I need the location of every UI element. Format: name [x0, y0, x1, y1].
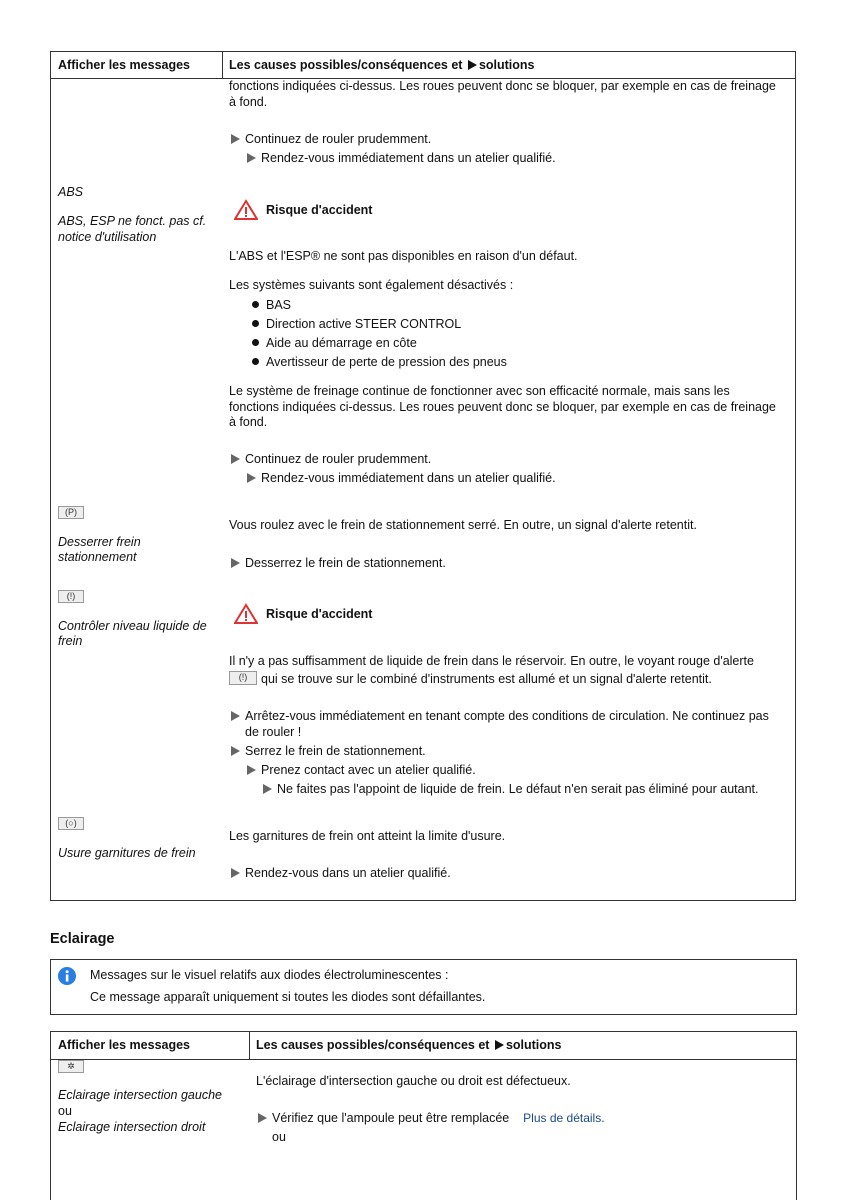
- arrow-icon: [231, 134, 240, 144]
- text: Les garnitures de frein ont atteint la limite d'usure.: [229, 829, 506, 843]
- bullet: [252, 301, 259, 308]
- section-title: Eclairage: [50, 931, 115, 947]
- step: [272, 1111, 605, 1126]
- bullet: [252, 320, 259, 327]
- arrow-icon: [263, 784, 272, 794]
- risk-title: Risque d'accident: [266, 607, 373, 621]
- list-item: Avertisseur de perte de pression des pneus: [266, 355, 507, 369]
- text: fonctions indiquées ci-dessus. Les roues peuvent donc se bloquer, par exemple en cas de freinage: [229, 79, 776, 93]
- header-display-messages: Afficher les messages: [58, 1038, 191, 1052]
- list-item: BAS: [266, 298, 292, 312]
- header-causes-text: Les causes possibles/conséquences et: [256, 1038, 490, 1052]
- step: Rendez-vous immédiatement dans un atelier qualifié.: [261, 151, 556, 165]
- step: Arrêtez-vous immédiatement en tenant compte des conditions de circulation. Ne continuez pas: [245, 709, 769, 723]
- arrow-icon: [231, 454, 240, 464]
- brake-wear-icon: (○): [58, 817, 84, 830]
- more-details-link[interactable]: Plus de détails: [523, 1111, 602, 1125]
- text: qui se trouve sur le combiné d'instruments est allumé et un signal d'alerte retentit.: [261, 672, 712, 686]
- text: fonctions indiquées ci-dessus. Les roues peuvent donc se bloquer, par exemple en cas de freinage: [229, 400, 776, 414]
- text: L'éclairage d'intersection gauche ou droit est défectueux.: [256, 1074, 571, 1088]
- info-icon: [58, 967, 76, 985]
- warning-icon: [234, 199, 258, 220]
- header-causes-text: Les causes possibles/conséquences et: [229, 58, 463, 72]
- text: Vous roulez avec le frein de stationnement serré. En outre, un signal d'alerte retentit.: [229, 518, 697, 532]
- msg-park-2: stationnement: [58, 550, 137, 564]
- header-causes: [229, 58, 535, 73]
- msg-abs-esp: ABS, ESP ne fonct. pas cf.: [58, 214, 207, 228]
- arrow-icon: [231, 558, 240, 568]
- text: à fond.: [229, 415, 268, 429]
- arrow-icon: [231, 868, 240, 878]
- link-period: .: [601, 1111, 605, 1125]
- bullet: [252, 358, 259, 365]
- step: Rendez-vous immédiatement dans un atelier qualifié.: [261, 471, 556, 485]
- header-solutions-text: solutions: [478, 58, 535, 72]
- step: Serrez le frein de stationnement.: [245, 744, 426, 758]
- header-causes: [256, 1038, 562, 1053]
- step: Prenez contact avec un atelier qualifié.: [261, 763, 476, 777]
- header-solutions-text: solutions: [505, 1038, 562, 1052]
- arrow-icon: [495, 1040, 504, 1050]
- msg-right: Eclairage intersection droit: [58, 1120, 206, 1134]
- divider: [222, 51, 223, 78]
- msg-fluid-2: frein: [58, 634, 83, 648]
- brake-warning-icon: (!): [229, 671, 257, 685]
- cornering-light-icon: ✲: [58, 1060, 84, 1073]
- arrow-icon: [258, 1113, 267, 1123]
- arrow-icon: [231, 746, 240, 756]
- msg-abs: ABS: [58, 185, 84, 199]
- step: Ne faites pas l'appoint de liquide de frein. Le défaut n'en serait pas éliminé pour autant.: [277, 782, 759, 796]
- arrow-icon: [247, 765, 256, 775]
- brake-warning-icon: (!): [58, 590, 84, 603]
- msg-abs-esp-2: notice d'utilisation: [58, 230, 157, 244]
- list-item: Direction active STEER CONTROL: [266, 317, 462, 331]
- step-text: Vérifiez que l'ampoule peut être remplacée: [272, 1111, 510, 1125]
- msg-fluid: Contrôler niveau liquide de: [58, 619, 207, 633]
- step: Desserrez le frein de stationnement.: [245, 556, 446, 570]
- header-display-messages: Afficher les messages: [58, 58, 191, 72]
- step: Continuez de rouler prudemment.: [245, 452, 432, 466]
- divider: [249, 1031, 250, 1059]
- bullet: [252, 339, 259, 346]
- text: Les systèmes suivants sont également désactivés :: [229, 278, 514, 292]
- risk-title: Risque d'accident: [266, 203, 373, 217]
- arrow-icon: [247, 473, 256, 483]
- step: Rendez-vous dans un atelier qualifié.: [245, 866, 451, 880]
- info-text: Ce message apparaît uniquement si toutes les diodes sont défaillantes.: [90, 990, 486, 1004]
- arrow-icon: [247, 153, 256, 163]
- divider: [50, 1059, 797, 1060]
- warning-icon: [234, 603, 258, 624]
- step: de rouler !: [245, 725, 302, 739]
- text: Le système de freinage continue de fonctionner avec son efficacité normale, mais sans les: [229, 384, 730, 398]
- text: à fond.: [229, 95, 268, 109]
- msg-left: Eclairage intersection gauche: [58, 1088, 222, 1102]
- msg-wear: Usure garnitures de frein: [58, 846, 196, 860]
- or-text: ou: [58, 1104, 72, 1118]
- text: L'ABS et l'ESP® ne sont pas disponibles en raison d'un défaut.: [229, 249, 578, 263]
- step: Continuez de rouler prudemment.: [245, 132, 432, 146]
- or-text: ou: [272, 1130, 286, 1144]
- list-item: Aide au démarrage en côte: [266, 336, 417, 350]
- msg-park: Desserrer frein: [58, 535, 141, 549]
- arrow-icon: [231, 711, 240, 721]
- arrow-icon: [468, 60, 477, 70]
- info-text: Messages sur le visuel relatifs aux diodes électroluminescentes :: [90, 968, 449, 982]
- text: Il n'y a pas suffisamment de liquide de frein dans le réservoir. En outre, le voyant rouge d'alerte: [229, 654, 754, 668]
- parking-brake-icon: (P): [58, 506, 84, 519]
